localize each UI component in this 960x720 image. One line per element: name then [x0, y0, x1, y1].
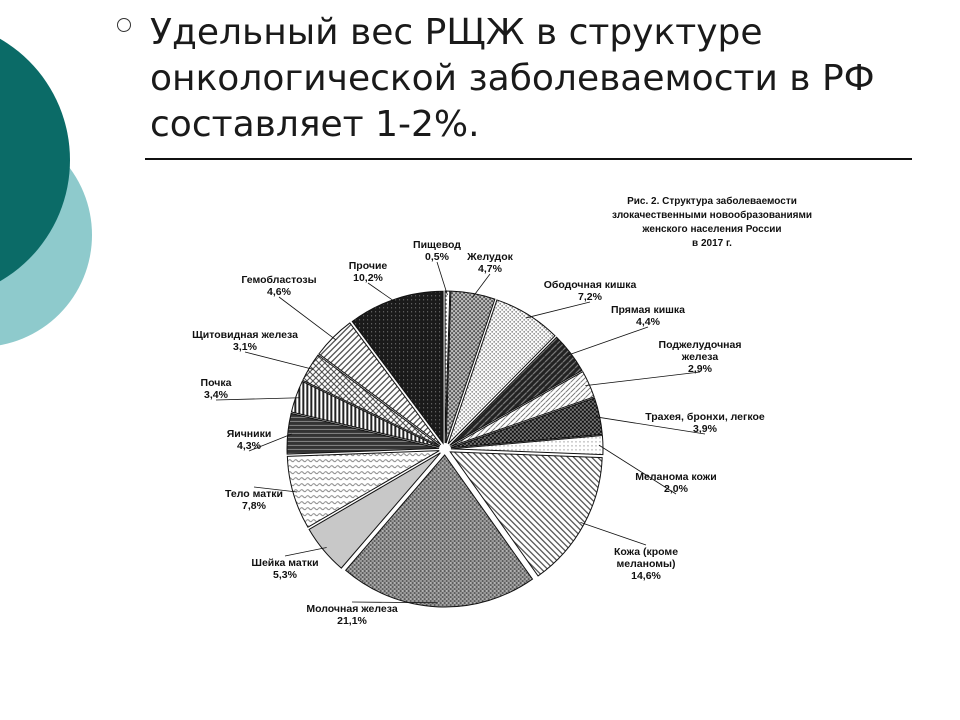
slice-label: Тело матки 7,8%: [225, 488, 283, 512]
leader-line: [437, 262, 447, 295]
slice-label: Желудок 4,7%: [467, 251, 513, 275]
chart-caption: [612, 195, 812, 249]
slice-label: Меланома кожи 2,0%: [635, 471, 717, 495]
slice-label: Почка 3,4%: [200, 377, 232, 401]
leader-line: [472, 274, 490, 297]
caption-line: Рис. 2. Структура заболеваемости: [627, 196, 797, 207]
slice-label: Прямая кишка 4,4%: [610, 304, 686, 328]
slice-label: Поджелудочная железа 2,9%: [658, 339, 742, 375]
slice-label: Шейка матки 5,3%: [251, 557, 319, 581]
caption-line: женского населения России: [642, 224, 782, 235]
leader-line: [580, 522, 646, 545]
slice-label: Пищевод 0,5%: [413, 239, 461, 263]
caption-line: злокачественными новообразованиями: [611, 210, 813, 221]
caption-line: в 2017 г.: [692, 238, 732, 249]
slide-title: Удельный вес РЩЖ в структуре онкологической заболеваемости в РФ составляет 1-2%.: [150, 12, 875, 145]
slice-label: Кожа (кроме меланомы) 14,6%: [613, 546, 679, 582]
slice-label: Молочная железа 21,1%: [306, 603, 398, 627]
leader-line: [567, 327, 648, 355]
leader-line: [285, 548, 327, 556]
leader-line: [216, 398, 300, 400]
slice-label: Яичники 4,3%: [226, 428, 272, 452]
leader-line: [368, 283, 396, 303]
slice-label: Щитовидная железа 3,1%: [192, 329, 298, 353]
slice-label: Ободочная кишка 7,2%: [543, 279, 637, 303]
slice-label: Гемобластозы 4,6%: [241, 274, 317, 298]
slice-label: Трахея, бронхи, легкое 3,9%: [645, 411, 765, 435]
leader-line: [245, 352, 313, 369]
leader-line: [526, 302, 590, 318]
slice-label: Прочие 10,2%: [348, 260, 388, 284]
leader-line: [585, 372, 700, 386]
